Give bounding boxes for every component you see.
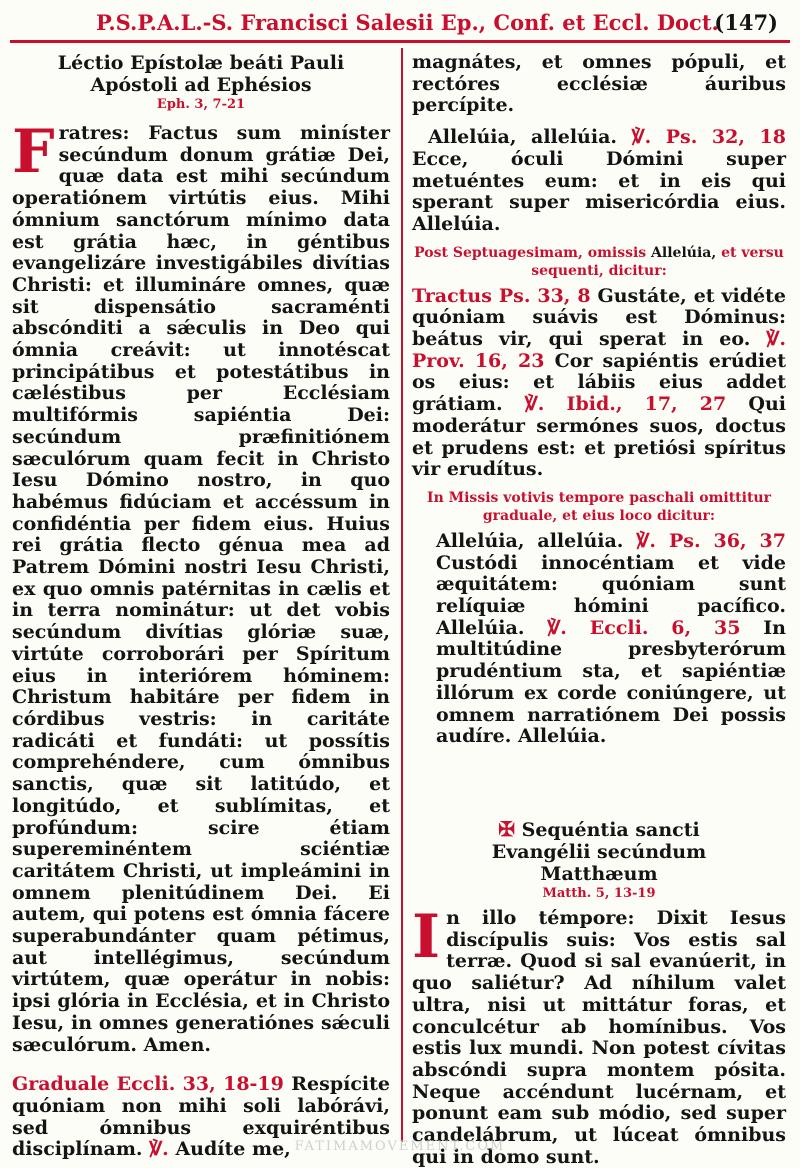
alleluia-2 [412, 531, 786, 748]
rubric-1-part-1: Post Septuagesimam, omissis [414, 244, 647, 261]
tract-text-3: Qui moderátur sermónes suos, doctus et prudens est: et pretiósi spíritus vir erudítus. [412, 393, 786, 481]
gradual-label: Graduale Eccli. 33, 18-19 [12, 1073, 284, 1096]
tract-versicle-2: ℣. Ibid., 17, 27 [524, 393, 727, 416]
header-title: P.S.P.A.L.-S. Francisci Salesii Ep., Conf. et Eccl. Doct. [96, 10, 719, 35]
gradual-continuation: magnátes, et omnes pópuli, et rectóres ecclésiæ áuribus percípite. [412, 51, 786, 117]
gospel-title-block [412, 818, 786, 885]
watermark: FATIMAMOVEMENT.COM [294, 1139, 506, 1154]
cross-icon: ✠ [498, 817, 515, 841]
epistle-drop-cap: F [12, 117, 55, 187]
tract [412, 286, 786, 481]
tract-versicle-1: ℣. Prov. 16, 23 [412, 328, 786, 372]
gospel-drop-cap: I [412, 902, 441, 972]
gospel-reference: Matth. 5, 13-19 [542, 886, 656, 901]
tract-text-1: Gustáte, et vidéte quóniam suávis est Dóminus: beátus vir, qui sperat in eo. [412, 284, 786, 351]
epistle-text [12, 117, 390, 1056]
alleluia-1-text-2: Ecce, óculi Dómini super metuéntes eum: et in eis qui sperant super misericórdia eius. Allelúia. [412, 147, 786, 235]
alleluia-2-text-3: In multitúdine presbyterórum prudéntium sta, et sapiéntiæ illórum ex corde coniúngere, ut omnem narratiónem Dei possis audíre. Allelúia. [436, 616, 786, 748]
rubric-1-part-2: et versu sequenti, dicitur: [531, 244, 784, 279]
tract-text-2: Cor sapiéntis erúdiet os eius: et lábiis eius addet grátiam. [412, 349, 786, 416]
gospel-text [412, 902, 786, 1168]
alleluia-2-text: Allelúia, allelúia. [436, 529, 624, 552]
epistle-title: Léctio Epístolæ beáti Pauli Apóstoli ad Ephésios [57, 52, 345, 96]
gospel-section [412, 818, 786, 1168]
alleluia-2-versicle-2: ℣. Eccli. 6, 35 [547, 616, 741, 639]
rubric-septuagesima [412, 244, 786, 280]
alleluia-1 [412, 127, 786, 236]
gradual-text-2: Audíte me, [175, 1138, 291, 1161]
page-header [10, 6, 790, 43]
right-column [412, 52, 786, 748]
page-number: (147) [714, 10, 778, 35]
tract-label: Tractus Ps. 33, 8 [412, 284, 591, 307]
gradual-versicle: ℣. [149, 1138, 169, 1161]
rubric-paschal: In Missis votivis tempore paschali omittitur graduale, et eius loco dicitur: [427, 489, 771, 524]
epistle-reference: Eph. 3, 7-21 [156, 97, 246, 112]
alleluia-1-text: Allelúia, allelúia. [428, 126, 618, 149]
alleluia-1-versicle: ℣. Ps. 32, 18 [631, 126, 786, 149]
gradual-text: Respícite quóniam non mihi soli labórávi, sed ómnibus exquiréntibus disciplínam. [12, 1073, 390, 1161]
alleluia-2-versicle-1: ℣. Ps. 36, 37 [636, 529, 786, 552]
epistle-body: ratres: Factus sum miníster secúndum donum grátiæ Dei, quæ data est mihi secúndum operatiónem virtútis eius. Mihi ómnium sanctórum mínimo data est grátia hæc, in géntibus evangelizáre investigábiles divítias Christi: et illumináre omnes, quæ sit dispensátio sacraménti abscónditi a sǽculis in Deo qui ómnia creávit: ut innotéscat principátibus et potestátibus in cæléstibus per Ecclésiam multifórmis sapiéntia Dei: secúndum præfinitiónem sæculórum quam fecit in Christo Iesu Dómino nostro, in quo habémus fidúciam et accéssum in confidéntia per fidem eius. Huius rei grátia flecto génua mea ad Patrem Dómini nostri Iesu Christi, ex quo omnis patérnitas in cælis et in terra nominátur: ut det vobis secúndum divítias glóriæ suæ, virtúte corroborári per Spíritum eius in interiórem hóminem: Christum habitáre per fidem in córdibus vestris: in caritáte radicáti et fundáti: ut possítis comprehéndere, cum ómnibus sanctis, quæ sit latitúdo, et longitúdo, et sublímitas, et profúndum: scire étiam supereminéntem sciéntiæ caritátem Christi, ut impleámini in omnem plenitúdinem Dei. Ei autem, qui potens est ómnia fácere superabundánter quam pétimus, aut intellégimus, secúndum virtútem, quæ operátur in nobis: ipsi glória in Ecclésia, et in Christo Iesu, in omnes generatiónes sǽculi sæculórum. Amen. [12, 122, 390, 1056]
alleluia-2-text-2: Custódi innocéntiam et vide æquitátem: quóniam sunt relíquiæ hómini pacífico. Allelúia. [436, 551, 786, 639]
gospel-body: n illo témpore: Dixit Iesus discípulis suis: Vos estis sal terræ. Quod si sal evanúerit, in quo saliétur? Ad níhilum valet ultra, nisi ut mittátur foras, et conculcétur ab homínibus. Vos estis lux mundi. Non potest cívitas abscóndi supra montem pósita. Neque accéndunt lucérnam, et ponunt eam sub módio, sed super candelábrum, ut lúceat ómnibus qui in domo sunt. [412, 907, 786, 1168]
left-column [12, 52, 390, 1161]
column-divider [401, 48, 403, 1142]
rubric-1-alleluia: Allelúia, [651, 244, 717, 261]
gospel-title: Sequéntia sancti Evangélii secúndum Matthæum [491, 819, 707, 885]
